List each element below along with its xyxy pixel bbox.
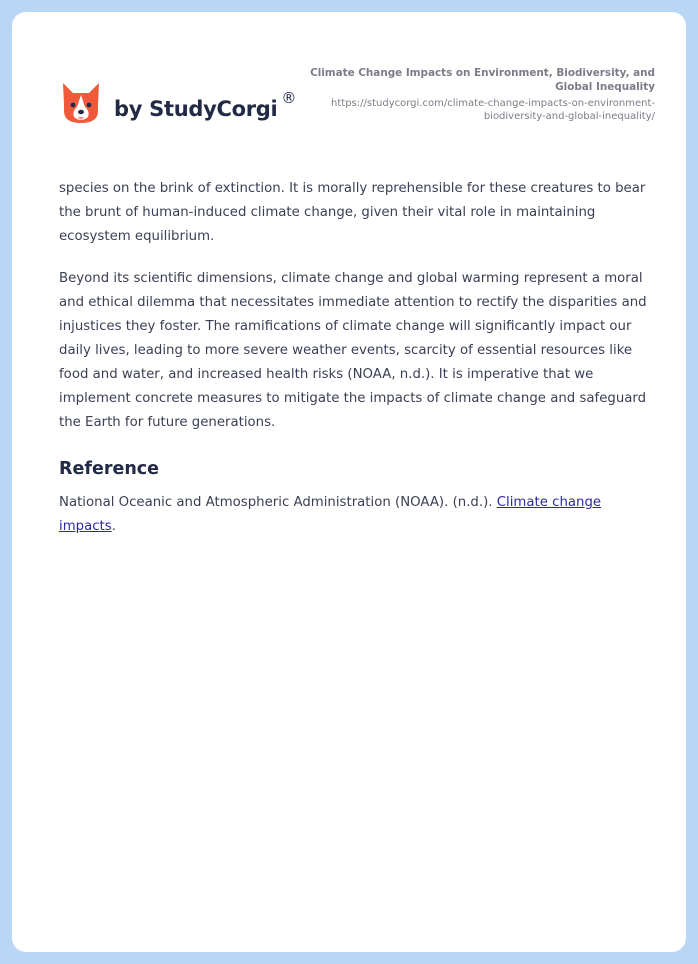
reference-trailing: .: [111, 519, 116, 534]
document-page: [12, 12, 686, 952]
document-body: [59, 177, 653, 557]
corgi-logo-icon: [60, 81, 102, 127]
reference-entry: [59, 491, 653, 539]
document-url[interactable]: https://studycorgi.com/climate-change-impacts-on-environment-biodiversity-and-global-inequality/: [331, 98, 655, 122]
registered-mark: ®: [281, 89, 297, 107]
paragraph-2: Beyond its scientific dimensions, climate change and global warming represent a moral and ethical dilemma that necessitates immediate attention to rectify the disparities and injustices they foster. The ramifications of climate change will significantly impact our daily lives, leading to more severe weather events, scarcity of essential resources like food and water, and increased health risks (NOAA, n.d.). It is imperative that we implement concrete measures to mitigate the impacts of climate change and safeguard the Earth for future generations.: [59, 271, 647, 430]
reference-link[interactable]: Climate change impacts: [59, 495, 602, 534]
studycorgi-logo[interactable]: [60, 74, 296, 134]
document-header: [295, 66, 655, 123]
paragraph-1: species on the brink of extinction. It is morally reprehensible for these creatures to bear the brunt of human-induced climate change, given their vital role in maintaining ecosystem equilibrium.: [59, 181, 646, 244]
reference-heading: Reference: [59, 459, 160, 479]
brand-name: by StudyCorgi: [114, 97, 278, 121]
document-title: Climate Change Impacts on Environment, Biodiversity, and Global Inequality: [310, 67, 655, 93]
reference-text: National Oceanic and Atmospheric Administration (NOAA). (n.d.).: [59, 495, 497, 510]
